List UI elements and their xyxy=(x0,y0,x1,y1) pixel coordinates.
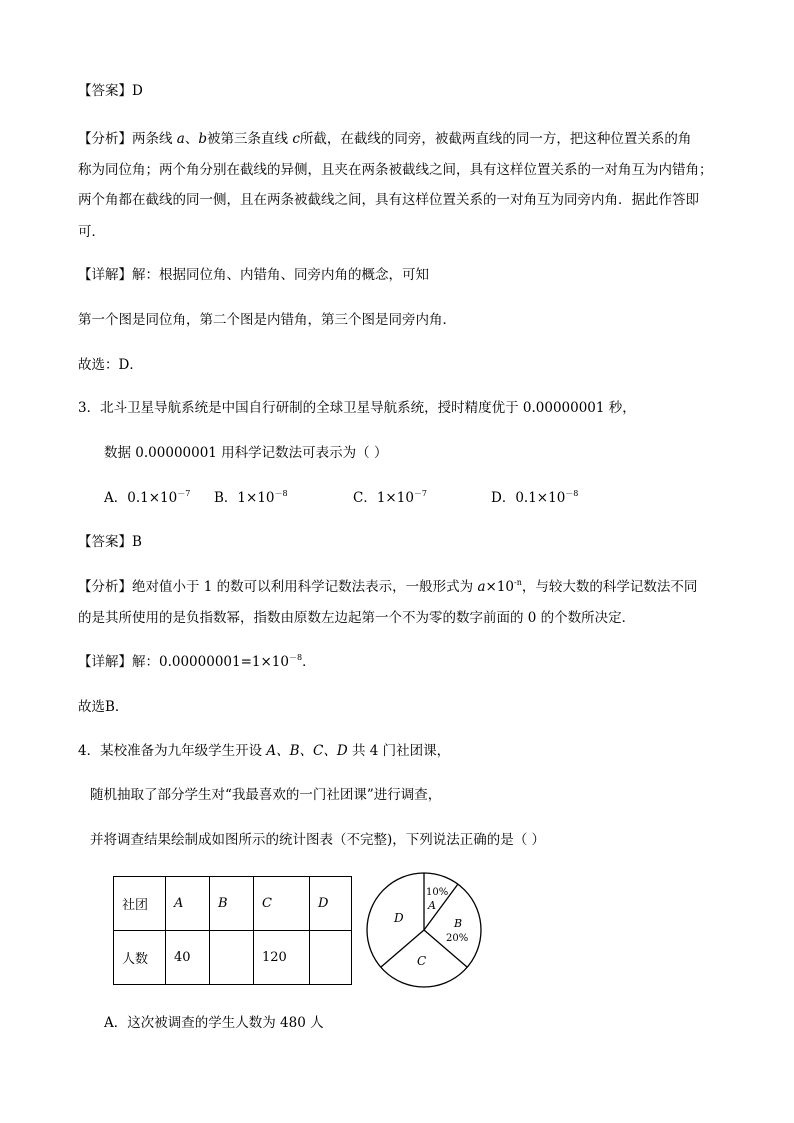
pie-chart xyxy=(364,870,490,996)
q3-option-a xyxy=(104,488,190,510)
table-row xyxy=(114,877,352,931)
q3-analysis-text: 绝对值小于 1 的数可以利用科学记数法表示，一般形式为 xyxy=(132,579,478,595)
q3-analysis-line2: 的是其所使用的是负指数幂，指数由原数左边起第一个不为零的数字前面的 0 的个数所决定． xyxy=(78,610,636,626)
q3-answer: 【答案】B xyxy=(78,534,142,550)
option-label: D．0.1×10 xyxy=(491,490,566,506)
pie-label-b: B xyxy=(454,917,463,930)
q3-stem-line1: 3．北斗卫星导航系统是中国自行研制的全球卫星导航系统，授时精度优于 0.00000001 秒， xyxy=(78,400,636,416)
q2-answer: 【答案】D xyxy=(78,83,143,99)
q2-analysis-line1 xyxy=(78,129,691,149)
q2-analysis-line4: 可． xyxy=(78,224,105,240)
table-cell xyxy=(210,931,254,985)
q3-analysis-text: ，与较大数的科学记数法不同 xyxy=(521,579,698,595)
option-exponent: －8 xyxy=(565,489,579,498)
pie-label-a-percent: 10% xyxy=(426,887,449,898)
table-cell: C xyxy=(254,877,310,931)
q3-option-c xyxy=(353,488,427,510)
q4-stem-line3: 并将调查结果绘制成如图所示的统计图表（不完整)，下列说法正确的是（ ） xyxy=(90,832,546,848)
option-exponent: －7 xyxy=(413,489,428,498)
table-cell: 120 xyxy=(254,931,310,985)
q3-detail xyxy=(78,652,316,674)
q2-analysis-text: 被第三条直线 xyxy=(207,131,293,147)
table-cell: 人数 xyxy=(114,931,166,985)
q2-analysis-text: 所截，在截线的同旁，被截两直线的同一方，把这种位置关系的角 xyxy=(299,131,692,147)
q3-detail-text: 【详解】解：0.00000001=1×10 xyxy=(78,654,289,670)
q2-analysis-label: 【分析】 xyxy=(78,131,132,147)
q2-analysis-line3: 两个角都在截线的同一侧，且在两条被截线之间，具有这样位置关系的一对角互为同旁内角．据此作答即 xyxy=(78,192,699,208)
var-b: b xyxy=(198,131,208,147)
q3-option-d xyxy=(491,488,578,510)
table-cell: 40 xyxy=(166,931,210,985)
option-label: A．0.1×10 xyxy=(104,490,178,506)
q4-stem-line1 xyxy=(78,741,450,761)
pie-label-a: A xyxy=(428,899,436,912)
table-row xyxy=(114,931,352,985)
pie-label-d: D xyxy=(394,911,404,925)
table-cell: D xyxy=(310,877,352,931)
option-exponent: －8 xyxy=(274,489,288,498)
pie-label-c: C xyxy=(417,954,427,968)
club-table xyxy=(113,876,352,985)
formula-base: ×10 xyxy=(485,579,515,595)
q3-option-b xyxy=(214,488,288,510)
table-cell xyxy=(310,931,352,985)
q2-analysis-line2: 称为同位角；两个角分别在截线的异侧，且夹在两条被截线之间，具有这样位置关系的一对角互为内错角； xyxy=(78,162,713,178)
q2-analysis-text: 两条线 xyxy=(132,131,177,147)
q4-stem-text: 4．某校准备为九年级学生开设 xyxy=(78,743,267,759)
q4-stem-text: 共 4 门社团课， xyxy=(347,743,451,759)
table-cell: A xyxy=(166,877,210,931)
option-exponent: －7 xyxy=(177,489,191,498)
table-cell: B xyxy=(210,877,254,931)
q2-detail-line1: 【详解】解：根据同位角、内错角、同旁内角的概念，可知 xyxy=(78,267,429,283)
q3-analysis-line1 xyxy=(78,577,697,599)
var-a: a xyxy=(176,131,185,147)
pie-label-b-percent: 20% xyxy=(446,933,469,944)
formula-var-a: a xyxy=(477,579,486,595)
var-c: c xyxy=(292,131,300,147)
q2-detail-line3: 故选：D． xyxy=(78,357,143,373)
q3-stem-line2: 数据 0.00000001 用科学记数法可表示为（ ） xyxy=(104,445,388,461)
q3-detail-exponent: －8 xyxy=(288,653,303,662)
table-cell: 社团 xyxy=(114,877,166,931)
q3-detail-end: ． xyxy=(302,654,316,670)
q4-option-a: A．这次被调查的学生人数为 480 人 xyxy=(104,1015,324,1031)
q3-analysis-label: 【分析】 xyxy=(78,579,132,595)
option-label: C．1×10 xyxy=(353,490,414,506)
q4-stem-line2: 随机抽取了部分学生对“我最喜欢的一门社团课”进行调查， xyxy=(90,787,442,803)
formula-exponent: -n xyxy=(514,578,522,587)
q4-vars: A、B、C、D xyxy=(266,743,348,759)
separator: 、 xyxy=(184,131,199,147)
q2-detail-line2: 第一个图是同位角，第二个图是内错角，第三个图是同旁内角． xyxy=(78,312,456,328)
option-label: B．1×10 xyxy=(214,490,275,506)
q3-conclusion: 故选B． xyxy=(78,699,129,715)
